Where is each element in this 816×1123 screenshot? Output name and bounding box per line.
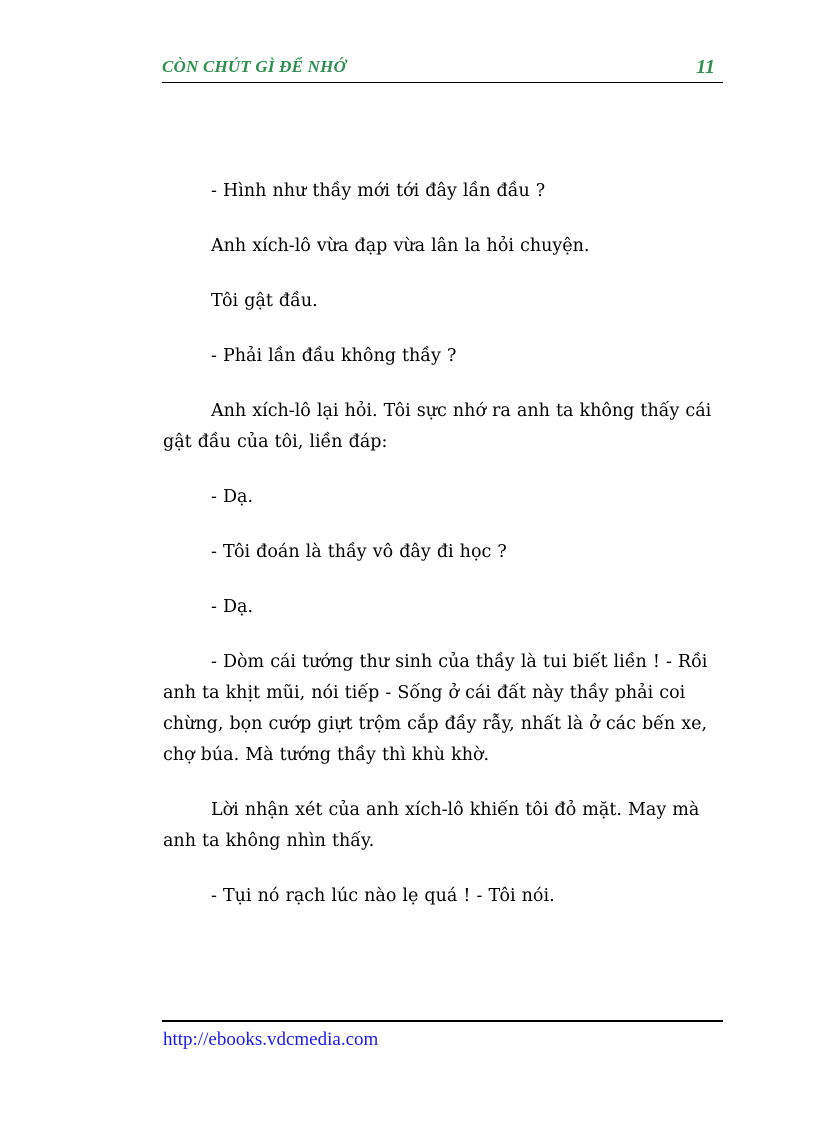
paragraph: - Tụi nó rạch lúc nào lẹ quá ! - Tôi nói. <box>211 886 555 906</box>
paragraph: - Dạ. <box>211 597 254 617</box>
paragraph: - Dạ. <box>211 487 254 507</box>
paragraph: - Dòm cái tướng thư sinh của thầy là tui biết liền ! - Rồi anh ta khịt mũi, nói tiếp - Sống ở cái đất này thầy phải coi chừng, bọn cướp giựt trộm cắp đầy rẫy, nhất là ở các bến xe, chợ búa. Mà tướng thầy thì khù khờ. <box>163 652 708 765</box>
footer-divider <box>162 1020 723 1022</box>
paragraph: Anh xích-lô lại hỏi. Tôi sực nhớ ra anh ta không thấy cái gật đầu của tôi, liền đáp: <box>163 401 712 452</box>
paragraph: Anh xích-lô vừa đạp vừa lân la hỏi chuyện. <box>211 236 590 256</box>
paragraph: - Phải lần đầu không thầy ? <box>211 346 457 366</box>
page-number: 11 <box>696 56 715 78</box>
paragraph: Tôi gật đầu. <box>211 291 318 311</box>
paragraph: - Hình như thầy mới tới đây lần đầu ? <box>211 181 546 201</box>
book-title: CÒN CHÚT GÌ ĐỂ NHỚ <box>162 57 347 76</box>
footer-website-link[interactable]: http://ebooks.vdcmedia.com <box>163 1029 379 1050</box>
paragraph: - Tôi đoán là thầy vô đây đi học ? <box>211 542 507 562</box>
paragraph: Lời nhận xét của anh xích-lô khiến tôi đỏ mặt. May mà anh ta không nhìn thấy. <box>163 800 700 851</box>
page-body <box>163 176 723 936</box>
page-header <box>162 56 723 83</box>
